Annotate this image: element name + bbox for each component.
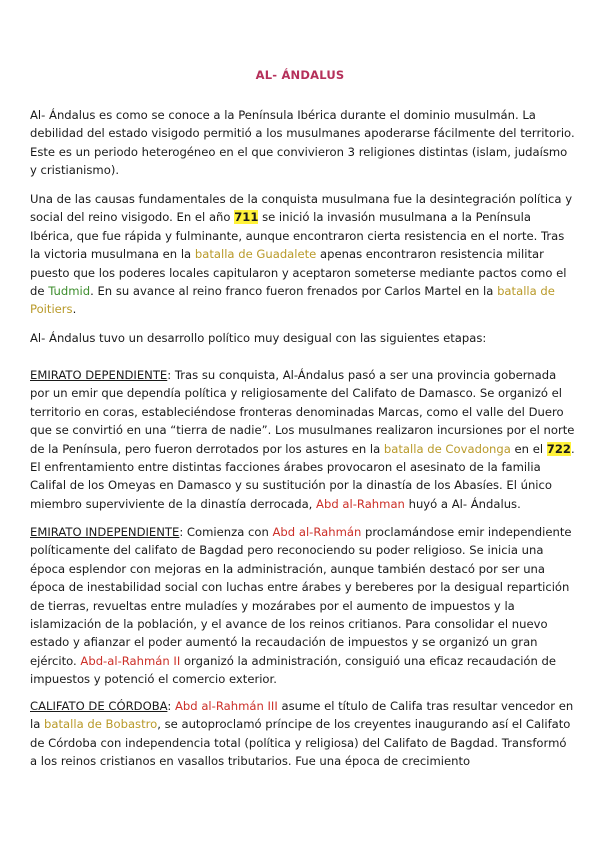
paragraph-conquest bbox=[30, 190, 575, 319]
person-name: Abd al-Rahmán bbox=[272, 525, 362, 539]
person-name: Abd-al-Rahmán II bbox=[80, 653, 181, 668]
person-name: Abd al-Rahman bbox=[316, 496, 405, 511]
battle-name: batalla de Poitiers bbox=[30, 284, 555, 317]
battle-name: batalla de Covadonga bbox=[383, 441, 511, 456]
section-heading: CALIFATO DE CÓRDOBA bbox=[30, 699, 168, 713]
battle-name: batalla de Guadalete bbox=[194, 247, 317, 262]
year-highlight: 722 bbox=[546, 441, 571, 456]
section-text: : Tras su conquista, Al-Ándalus pasó a ser una provincia gobernada por un emir que dependía política y religiosamente del Califato de Damasco. Se organizó el territorio en coras, estableciéndose fronteras denominadas Marcas, como el valle del Duero que se convirtió en una “tierra de nadie”. Los musulmanes realizaron incursiones por el norte de la Península, pero fueron derrotados por los astures en la bbox=[30, 368, 575, 456]
section-text: en el bbox=[510, 441, 547, 456]
section-text: : bbox=[167, 699, 175, 713]
battle-name: batalla de Bobastro bbox=[44, 717, 158, 732]
document-title: AL- ÁNDALUS bbox=[255, 68, 345, 82]
conquest-text: Una de las causas fundamentales de la conquista musulmana fue la desintegración política y social del reino visigodo. En el año bbox=[30, 192, 573, 225]
paragraph-emirato-independiente bbox=[30, 523, 575, 689]
paragraph-califato bbox=[30, 697, 575, 771]
conquest-text: se inició la invasión musulmana a la Península Ibérica, que fue rápida y fulminante, aunque encontraron cierta resistencia en el norte. Tras la victoria musulmana en la bbox=[30, 210, 565, 262]
section-heading: EMIRATO INDEPENDIENTE bbox=[30, 525, 180, 539]
conquest-text: apenas encontraron resistencia militar puesto que los poderes locales capitularon y aceptaron someterse mediante pactos como el de bbox=[30, 247, 567, 299]
section-heading: EMIRATO DEPENDIENTE bbox=[30, 368, 168, 382]
person-name: Tudmid bbox=[48, 284, 91, 299]
conquest-text: . bbox=[72, 302, 77, 317]
paragraph-stages-intro bbox=[30, 329, 575, 347]
section-text: , se autoproclamó príncipe de los creyentes inaugurando así el Califato de Córdoba con independencia total (política y religiosa) del Califato de Bagdad. Transformó a los reinos cristianos en vasallos tributarios. Fue una época de crecimiento bbox=[30, 717, 571, 769]
paragraph-intro bbox=[30, 106, 575, 180]
conquest-text: . En su avance al reino franco fueron frenados por Carlos Martel en la bbox=[90, 284, 498, 299]
stages-intro-text: Al- Ándalus tuvo un desarrollo político muy desigual con las siguientes etapas: bbox=[30, 331, 487, 345]
section-text: huyó a Al- Ándalus. bbox=[404, 496, 521, 511]
section-text: asume el título de Califa tras resultar vencedor en la bbox=[30, 699, 574, 732]
paragraph-emirato-dependiente bbox=[30, 366, 575, 513]
section-text: proclamándose emir independiente políticamente del califato de Bagdad pero reconociendo su poder religioso. Se inicia una época esplendor con mejoras en la administración, aunque también destacó por ser una época de inestabilidad social con luchas entre árabes y bereberes por la desigual repartición de tierras, revueltas entre muladíes y mozárabes por el aumento de impuestos y la islamización de la población, y el avance de los reinos critianos. Para consolidar el nuevo estado y afianzar el poder aumentó la recaudación de impuestos y se organizó un gran ejército. bbox=[30, 525, 572, 668]
person-name: Abd al-Rahmán III bbox=[174, 699, 278, 713]
section-text: organizó la administración, consiguió una eficaz recaudación de impuestos y potenció el comercio exterior. bbox=[30, 653, 557, 687]
year-highlight: 711 bbox=[234, 210, 259, 225]
intro-text: Al- Ándalus es como se conoce a la Península Ibérica durante el dominio musulmán. La debilidad del estado visigodo permitió a los musulmanes apoderarse fácilmente del territorio. Este es un periodo heterogéneo en el que convivieron 3 religiones distintas (islam, judaísmo y cristianismo). bbox=[30, 108, 575, 178]
section-text: . El enfrentamiento entre distintas facciones árabes provocaron el asesinato de la familia Califal de los Omeyas en Damasco y su sustitución por la dinastía de los Abasíes. El único miembro superviviente de la dinastía derrocada, bbox=[30, 441, 575, 511]
section-text: : Comienza con bbox=[179, 525, 273, 539]
